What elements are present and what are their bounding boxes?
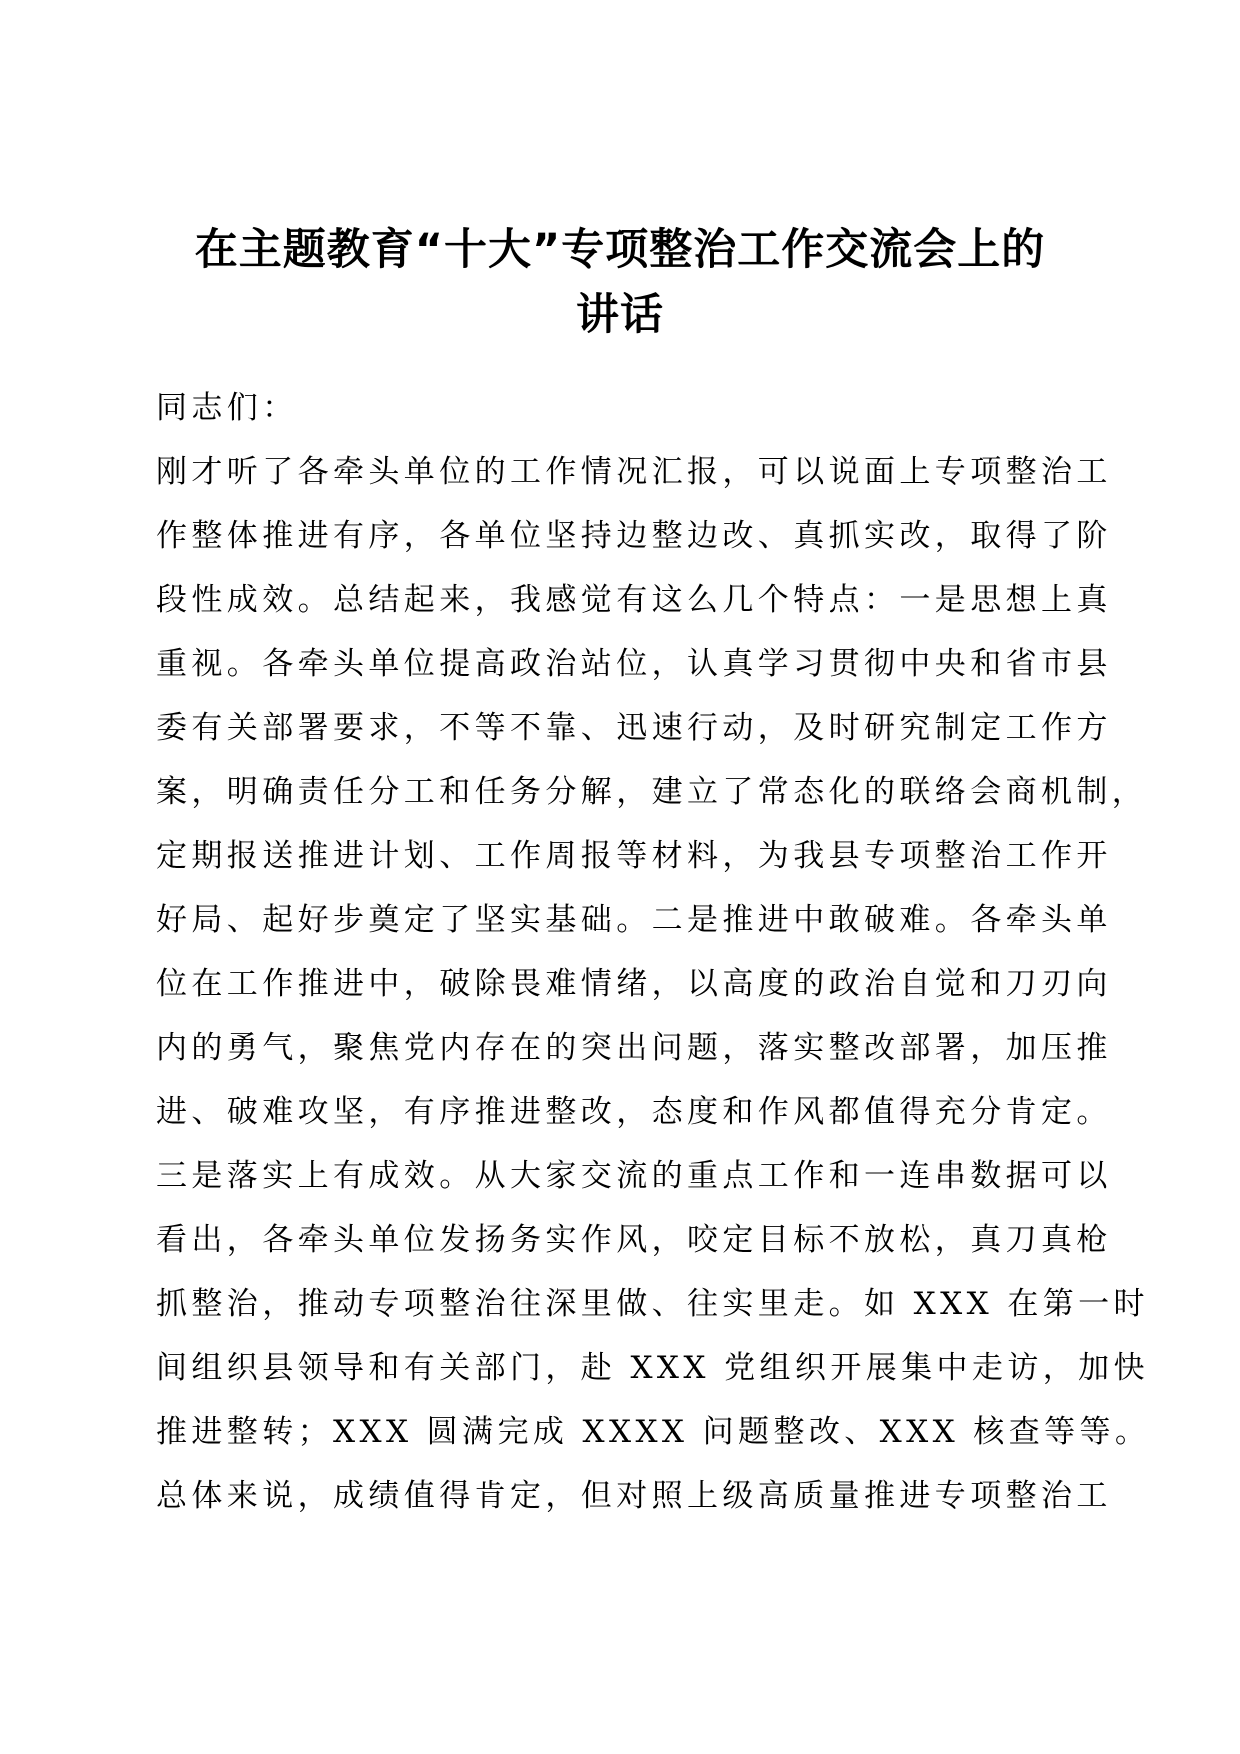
title-line-1: 在主题教育“十大”专项整治工作交流会上的 [194,225,1046,275]
body-line: 推进整转；XXX 圆满完成 XXXX 问题整改、XXX 核查等等。 [156,1414,1151,1450]
body-line: 段性成效。总结起来，我感觉有这么几个特点：一是思想上真 [156,582,1112,618]
body-line: 好局、起好步奠定了坚实基础。二是推进中敢破难。各牵头单 [156,902,1112,938]
body-line: 位在工作推进中，破除畏难情绪，以高度的政治自觉和刀刃向 [156,966,1112,1002]
title-line-2: 讲话 [576,290,664,340]
body-line: 内的勇气，聚焦党内存在的突出问题，落实整改部署，加压推 [156,1030,1112,1066]
body-line: 作整体推进有序，各单位坚持边整边改、真抓实改，取得了阶 [156,518,1112,554]
salutation: 同志们： [156,390,298,426]
body-line: 进、破难攻坚，有序推进整改，态度和作风都值得充分肯定。 [156,1094,1112,1130]
document-title [150,218,1090,348]
body-line: 三是落实上有成效。从大家交流的重点工作和一连串数据可以 [156,1158,1112,1194]
body-line: 案，明确责任分工和任务分解，建立了常态化的联络会商机制， [156,774,1148,810]
body-line: 看出，各牵头单位发扬务实作风，咬定目标不放松，真刀真枪 [156,1222,1112,1258]
body-line: 重视。各牵头单位提高政治站位，认真学习贯彻中央和省市县 [156,646,1112,682]
body-line: 刚才听了各牵头单位的工作情况汇报，可以说面上专项整治工 [156,454,1112,490]
body-line: 间组织县领导和有关部门，赴 XXX 党组织开展集中走访，加快 [156,1350,1149,1386]
body-line: 委有关部署要求，不等不靠、迅速行动，及时研究制定工作方 [156,710,1112,746]
body-line: 抓整治，推动专项整治往深里做、往实里走。如 XXX 在第一时 [156,1286,1149,1322]
body-line: 定期报送推进计划、工作周报等材料，为我县专项整治工作开 [156,838,1112,874]
body-line: 总体来说，成绩值得肯定，但对照上级高质量推进专项整治工 [156,1478,1112,1514]
